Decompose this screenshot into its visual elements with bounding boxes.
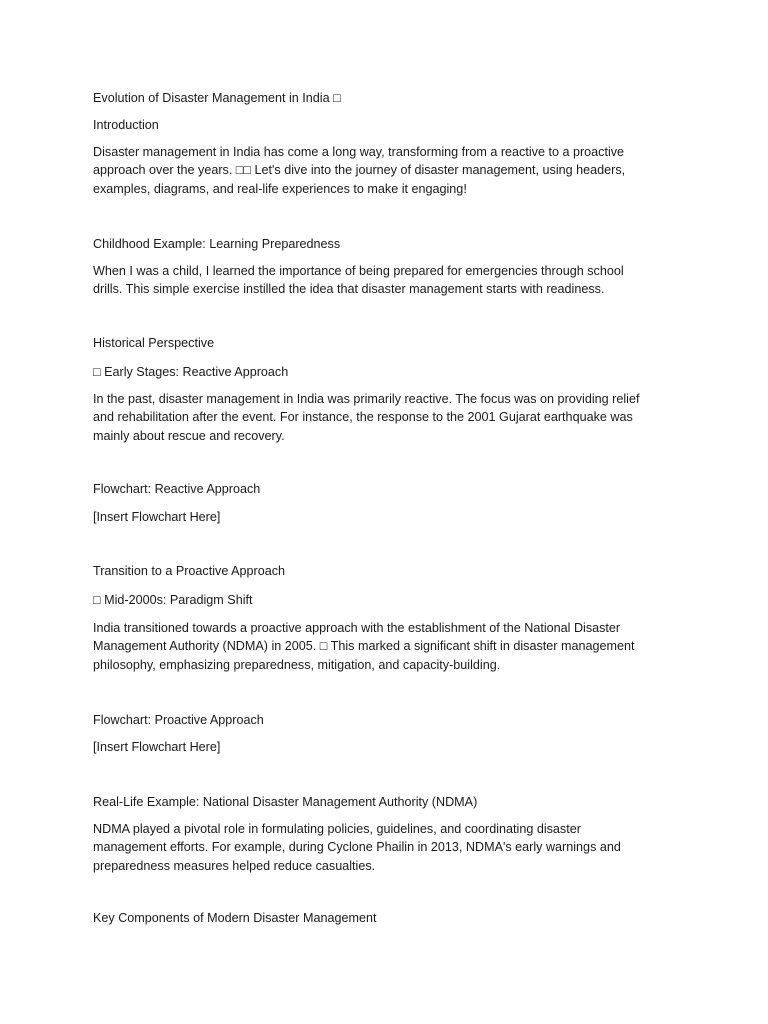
childhood-heading: Childhood Example: Learning Preparedness bbox=[93, 237, 341, 251]
early-stages-line: In the past, disaster management in India was primarily reactive. The focus was on providing relief bbox=[93, 392, 640, 406]
ndma-line: management efforts. For example, during Cyclone Phailin in 2013, NDMA's early warnings and bbox=[93, 840, 621, 855]
early-stages-line: mainly about rescue and recovery. bbox=[93, 428, 285, 443]
flowchart-proactive-placeholder: [Insert Flowchart Here] bbox=[93, 740, 221, 754]
early-stages-heading: □ Early Stages: Reactive Approach bbox=[93, 365, 289, 379]
key-components-heading: Key Components of Modern Disaster Management bbox=[93, 911, 377, 925]
historical-heading: Historical Perspective bbox=[93, 336, 215, 350]
mid2000s-heading: □ Mid-2000s: Paradigm Shift bbox=[93, 593, 253, 607]
introduction-line: Disaster management in India has come a long way, transforming from a reactive to a proactive bbox=[93, 145, 625, 159]
flowchart-reactive-placeholder: [Insert Flowchart Here] bbox=[93, 510, 221, 524]
flowchart-reactive-heading: Flowchart: Reactive Approach bbox=[93, 482, 261, 496]
flowchart-proactive-heading: Flowchart: Proactive Approach bbox=[93, 713, 264, 727]
mid2000s-line: philosophy, emphasizing preparedness, mitigation, and capacity-building. bbox=[93, 657, 501, 672]
childhood-paragraph bbox=[93, 262, 673, 299]
ndma-line: preparedness measures helped reduce casualties. bbox=[93, 858, 376, 873]
early-stages-paragraph bbox=[93, 390, 673, 445]
transition-heading: Transition to a Proactive Approach bbox=[93, 564, 286, 578]
introduction-line: examples, diagrams, and real-life experiences to make it engaging! bbox=[93, 181, 467, 196]
mid2000s-paragraph bbox=[93, 619, 673, 674]
introduction-line: approach over the years. □□ Let's dive into the journey of disaster management, using headers, bbox=[93, 163, 626, 178]
document-title: Evolution of Disaster Management in India □ bbox=[93, 91, 341, 105]
introduction-paragraph bbox=[93, 143, 673, 198]
ndma-paragraph bbox=[93, 820, 673, 875]
mid2000s-line: Management Authority (NDMA) in 2005. □ This marked a significant shift in disaster management bbox=[93, 639, 635, 654]
ndma-heading: Real-Life Example: National Disaster Management Authority (NDMA) bbox=[93, 795, 478, 809]
ndma-line: NDMA played a pivotal role in formulating policies, guidelines, and coordinating disaster bbox=[93, 822, 581, 836]
early-stages-line: and rehabilitation after the event. For instance, the response to the 2001 Gujarat earthquake was bbox=[93, 410, 633, 425]
introduction-heading: Introduction bbox=[93, 118, 159, 132]
mid2000s-line: India transitioned towards a proactive approach with the establishment of the National Disaster bbox=[93, 621, 621, 635]
childhood-line: drills. This simple exercise instilled the idea that disaster management starts with readiness. bbox=[93, 282, 605, 297]
childhood-line: When I was a child, I learned the importance of being prepared for emergencies through school bbox=[93, 264, 624, 278]
